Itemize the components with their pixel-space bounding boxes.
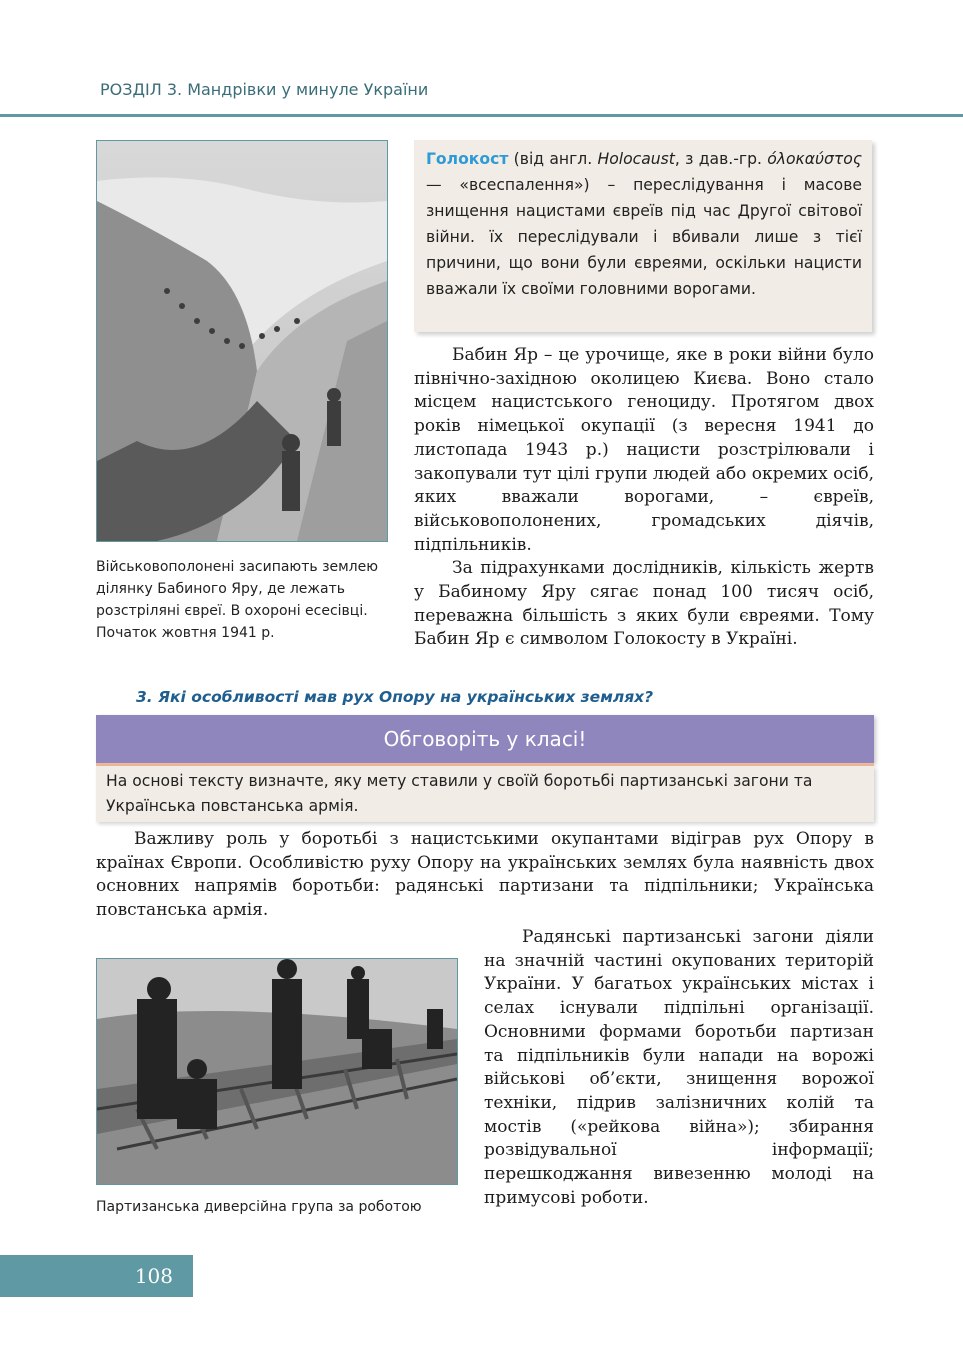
caption-line: Військовополонені засипають землею	[96, 559, 379, 575]
babyn-yar-caption	[96, 556, 396, 644]
caption-line: Початок жовтня 1941 р.	[96, 625, 275, 641]
discuss-task: На основі тексту визначте, яку мету ставили у своїй боротьбі партизанські загони та Українська повстанська армія.	[96, 766, 874, 822]
babyn-yar-photo	[96, 140, 388, 542]
babyn-yar-text	[414, 344, 874, 652]
holocaust-definition-box	[414, 140, 872, 332]
definition-text: — «всеспалення») – переслідування і масове знищення нацистами євреїв під час Другої світової війни. їх переслідували і вбивали лише з тієї причини, що вони були євреями, оскільки нацисти вважали їх своїми головними ворогами.	[426, 176, 862, 298]
partisans-text	[484, 926, 874, 1210]
caption-line: ділянку Бабиного Яру, де лежать	[96, 581, 345, 597]
paragraph: Важливу роль у боротьбі з нацистськими окупантами відіграв рух Опору в країнах Європи. Особливістю руху Опору на українських землях була наявність двох основних напрямів боротьби: радянські партизани та підпільники; Українська повстанська армія.	[96, 829, 874, 921]
header-rule	[0, 114, 963, 117]
discuss-banner: Обговоріть у класі!	[96, 715, 874, 763]
definition-term: Голокост	[426, 150, 509, 168]
resistance-intro	[96, 828, 874, 923]
running-header: РОЗДІЛ 3. Мандрівки у минуле України	[100, 80, 429, 99]
paragraph: Радянські партизанські загони діяли на значній частині окупованих територій України. У багатьох українських містах і селах існували підпільні організації. Основними формами боротьби партизан та підпільників були напади на ворожі військові об’єкти, знищення ворожої техніки, підрив залізничних колій та мостів («рейкова війна»); збирання розвідувальної інформації; перешкоджання вивезенню молоді на примусові роботи.	[484, 927, 874, 1208]
partisans-photo	[96, 958, 458, 1185]
partisans-caption: Партизанська диверсійна група за роботою	[96, 1199, 422, 1215]
definition-italic: όλοκαύστος	[767, 150, 862, 168]
caption-line: розстріляні євреї. В охороні есесівці.	[96, 603, 368, 619]
paragraph: За підрахунками дослідників, кількість жертв у Бабиному Яру сягає понад 100 тисяч осіб, переважна більшість з яких були євреями. Тому Бабин Яр є символом Голокосту в Україні.	[414, 558, 874, 650]
section-question: 3. Які особливості мав рух Опору на українських землях?	[136, 688, 654, 706]
paragraph: Бабин Яр – це урочище, яке в роки війни було північно-західною околицею Києва. Воно стало місцем нацистського геноциду. Протягом двох років німецької окупації (з вересня 1941 до листопада 1943 р.) нацисти розстрілювали і закопували тут цілі групи людей або окремих осіб, яких вважали ворогами, – євреїв, військовополонених, громадських діячів, підпільників.	[414, 345, 874, 555]
definition-text: , з дав.-гр.	[674, 150, 768, 168]
definition-text: (від англ.	[508, 150, 598, 168]
page-number: 108	[0, 1255, 193, 1297]
definition-italic: Holocaust	[597, 150, 675, 168]
